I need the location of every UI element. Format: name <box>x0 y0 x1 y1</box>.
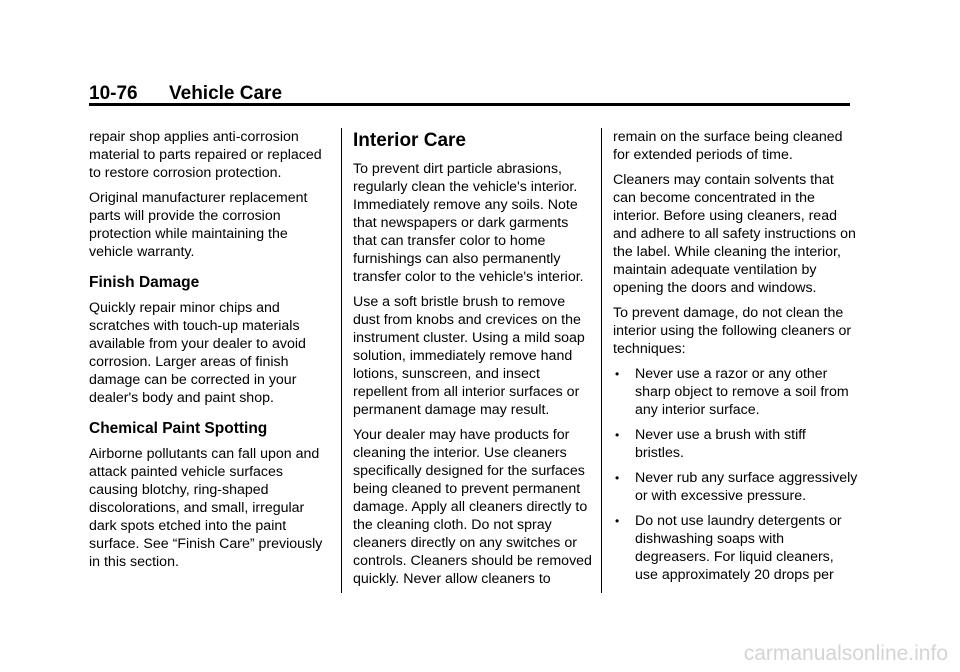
list-item: • Never rub any surface aggressively or with excessive pressure. <box>615 470 858 504</box>
chemical-paint-spotting-heading: Chemical Paint Spotting <box>89 420 268 437</box>
finish-damage-paragraph: Quickly repair minor chips and scratches with touch-up materials available from your dealer to avoid corrosion. Larger areas of finish damage can be corrected in your dealer's body and paint shop. <box>89 300 306 406</box>
bullet-icon: • <box>615 367 620 381</box>
bullet-icon: • <box>615 428 620 442</box>
interior-care-paragraph-3: Your dealer may have products for cleaning the interior. Use cleaners specifically designed for the surfaces being cleaned to prevent permanent damage. Apply all cleaners directly to the cleaning cloth. Do not spray cleaners directly on any switches or controls. Cleaners should be removed quickly. Never allow cleaners to <box>353 427 592 587</box>
header-rule <box>89 103 850 106</box>
column-left <box>89 128 329 578</box>
interior-care-paragraph-2: Use a soft bristle brush to remove dust from knobs and crevices on the instrument cluster. Using a mild soap solution, immediately remove hand lotions, sunscreen, and insect repellent from all interior surfaces or permanent damage may result. <box>353 294 585 418</box>
watermark: carmanualsonline.info <box>743 642 948 665</box>
techniques-intro-paragraph: To prevent damage, do not clean the interior using the following cleaners or techniques: <box>613 305 852 357</box>
corrosion-paragraph: repair shop applies anti-corrosion material to parts repaired or replaced to restore corrosion protection. <box>89 129 322 181</box>
list-item: • Do not use laundry detergents or dishwashing soaps with degreasers. For liquid cleaners, use approximately 20 drops per <box>615 513 842 583</box>
column-divider-left <box>341 128 342 593</box>
bullet-icon: • <box>615 514 620 528</box>
list-item: • Never use a razor or any other sharp object to remove a soil from any interior surface. <box>615 366 849 418</box>
bullet-icon: • <box>615 471 620 485</box>
column-divider-right <box>601 128 602 593</box>
list-item: • Never use a brush with stiff bristles. <box>615 427 806 461</box>
page-number: 10-76 <box>89 83 138 104</box>
techniques-list <box>613 365 858 584</box>
section-title: Vehicle Care <box>169 83 283 104</box>
solvents-paragraph: Cleaners may contain solvents that can become concentrated in the interior. Before using cleaners, read and adhere to all safety instructions on the label. While cleaning the interior, maintain adequate ventilation by opening the doors and windows. <box>613 172 856 296</box>
continued-paragraph: remain on the surface being cleaned for extended periods of time. <box>613 129 843 163</box>
interior-care-paragraph-1: To prevent dirt particle abrasions, regularly clean the vehicle's interior. Immediately remove any soils. Note that newspapers or dark garments that can transfer color to home furnishings can also permanently transfer color to the vehicle's interior. <box>353 161 584 285</box>
chemical-paint-spotting-paragraph: Airborne pollutants can fall upon and attack painted vehicle surfaces causing blotchy, ring-shaped discolorations, and small, irregular dark spots etched into the paint surface. See “Finish Care” previously in this section. <box>89 446 323 570</box>
column-middle <box>353 130 593 595</box>
column-right <box>613 128 858 591</box>
interior-care-heading: Interior Care <box>353 130 466 151</box>
replacement-parts-paragraph: Original manufacturer replacement parts will provide the corrosion protection while maintaining the vehicle warranty. <box>89 190 308 260</box>
finish-damage-heading: Finish Damage <box>89 274 200 291</box>
